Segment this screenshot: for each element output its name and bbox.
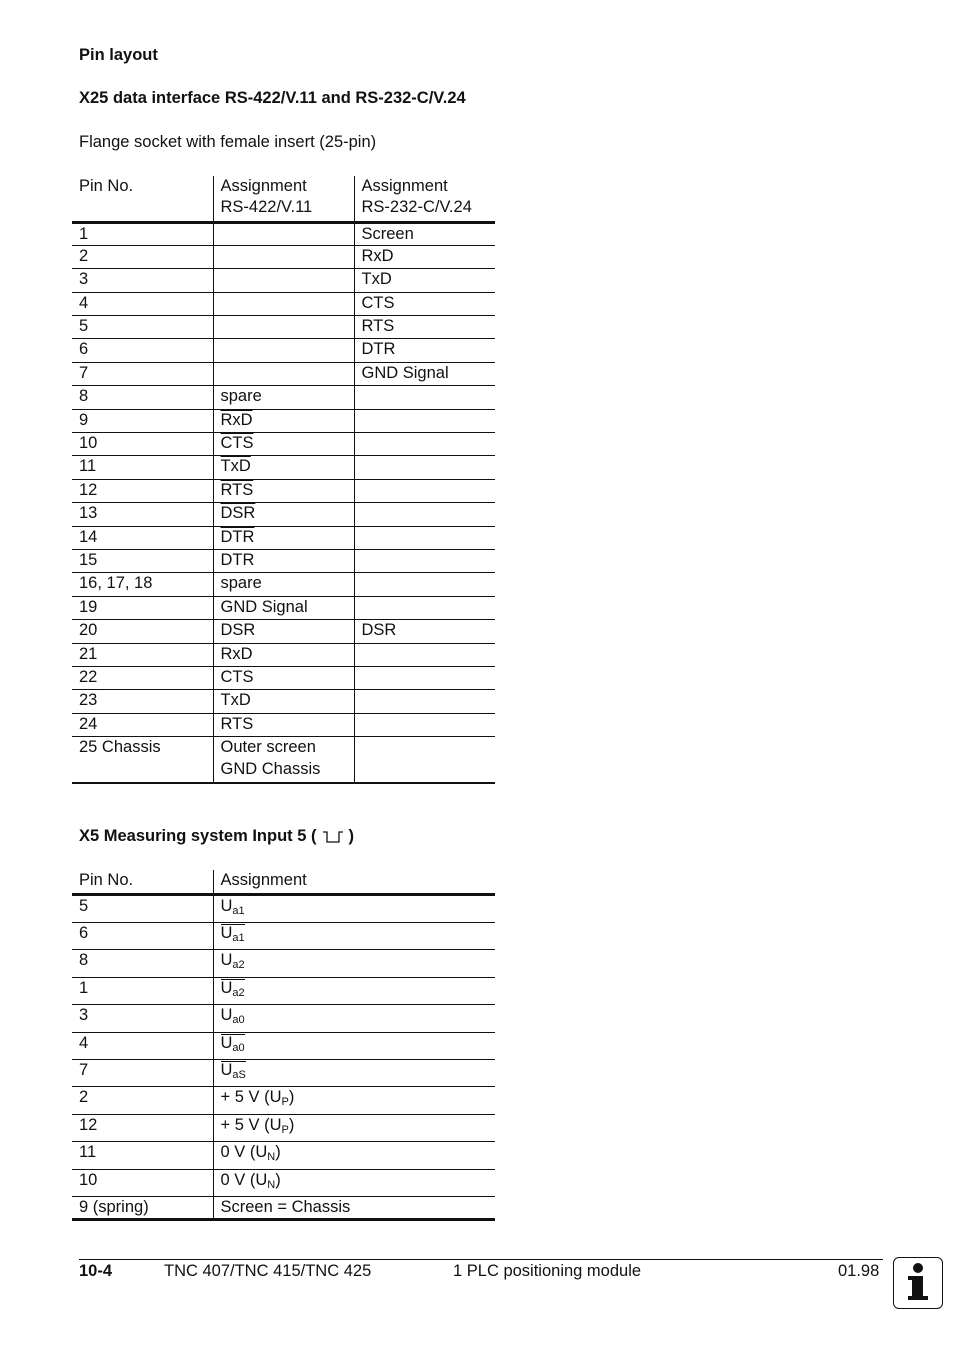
- assignment-cell: $U_{a1}$: [213, 922, 495, 949]
- rs422-cell: $\overline{RxD}$: [213, 409, 354, 432]
- rs422-cell: Outer screen GND Chassis: [213, 737, 354, 783]
- pin-cell: 8: [72, 950, 213, 977]
- pin-cell: 6: [72, 922, 213, 949]
- rs232-cell: RxD: [354, 245, 495, 268]
- pin-cell: 11: [72, 1142, 213, 1169]
- assignment-cell: $U_{a0}$: [213, 1005, 495, 1032]
- pin-cell: 5: [72, 894, 213, 922]
- table-row: [72, 922, 495, 949]
- rs232-cell: [354, 386, 495, 409]
- rs422-cell: DTR: [213, 549, 354, 572]
- info-icon: [893, 1257, 943, 1309]
- table-row: [72, 409, 495, 432]
- pin-cell: 2: [72, 245, 213, 268]
- rs422-cell: $\overline{DSR}$: [213, 503, 354, 526]
- assignment-cell: $U_{a2}$: [213, 977, 495, 1004]
- assignment-cell: + 5 V $(U_P)$: [213, 1114, 495, 1141]
- x5-header-assignment: Assignment: [213, 870, 495, 894]
- pin-cell: 4: [72, 1032, 213, 1059]
- table-row: [72, 620, 495, 643]
- rs422-cell: [213, 339, 354, 362]
- rs422-cell: TxD: [213, 690, 354, 713]
- pin-cell: 24: [72, 713, 213, 736]
- table-row: [72, 573, 495, 596]
- table-row: [72, 1169, 495, 1196]
- pin-cell: 9 (spring): [72, 1196, 213, 1219]
- pin-cell: 11: [72, 456, 213, 479]
- table-row: [72, 1087, 495, 1114]
- table-row: [72, 643, 495, 666]
- rs422-cell: spare: [213, 573, 354, 596]
- table-row: [72, 316, 495, 339]
- rs232-cell: [354, 433, 495, 456]
- section-title: Pin layout: [79, 46, 158, 64]
- pin-cell: 2: [72, 1087, 213, 1114]
- rs422-cell: [213, 245, 354, 268]
- pin-cell: 16, 17, 18: [72, 573, 213, 596]
- pin-cell: 9: [72, 409, 213, 432]
- pin-cell: 21: [72, 643, 213, 666]
- table-row: [72, 1114, 495, 1141]
- pin-cell: 1: [72, 977, 213, 1004]
- table-row: [72, 362, 495, 385]
- rs422-cell: DSR: [213, 620, 354, 643]
- table-row: [72, 894, 495, 922]
- table-row: [72, 526, 495, 549]
- rs422-cell: [213, 222, 354, 245]
- table-row: [72, 737, 495, 783]
- x5-header-row: [72, 870, 495, 894]
- pin-cell: 4: [72, 292, 213, 315]
- x25-header-rs232: Assignment RS-232-C/V.24: [354, 176, 495, 222]
- rs232-cell: [354, 526, 495, 549]
- assignment-cell: + 5 V $(U_P)$: [213, 1087, 495, 1114]
- table-row: [72, 977, 495, 1004]
- table-row: [72, 292, 495, 315]
- pin-cell: 7: [72, 362, 213, 385]
- pin-cell: 19: [72, 596, 213, 619]
- table-row: [72, 269, 495, 292]
- rs232-cell: CTS: [354, 292, 495, 315]
- pin-cell: 5: [72, 316, 213, 339]
- assignment-cell: 0 V $(U_N)$: [213, 1169, 495, 1196]
- rs232-cell: [354, 456, 495, 479]
- assignment-cell: 0 V $(U_N)$: [213, 1142, 495, 1169]
- table-row: [72, 456, 495, 479]
- footer-date: 01.98: [838, 1262, 880, 1280]
- pin-cell: 23: [72, 690, 213, 713]
- square-wave-icon: [322, 831, 344, 843]
- rs232-cell: [354, 737, 495, 783]
- table-row: [72, 479, 495, 502]
- x25-header-row: [72, 176, 495, 222]
- table-row: [72, 1059, 495, 1086]
- rs422-cell: RxD: [213, 643, 354, 666]
- table-row: [72, 713, 495, 736]
- rs232-cell: RTS: [354, 316, 495, 339]
- rs422-cell: $\overline{RTS}$: [213, 479, 354, 502]
- table-row: [72, 339, 495, 362]
- pin-cell: 8: [72, 386, 213, 409]
- pin-cell: 3: [72, 269, 213, 292]
- rs232-cell: [354, 549, 495, 572]
- pin-cell: 6: [72, 339, 213, 362]
- pin-cell: 20: [72, 620, 213, 643]
- x25-pin-table: [72, 176, 495, 784]
- rs232-cell: [354, 713, 495, 736]
- pin-cell: 10: [72, 433, 213, 456]
- pin-cell: 3: [72, 1005, 213, 1032]
- rs422-cell: $\overline{DTR}$: [213, 526, 354, 549]
- rs422-cell: [213, 292, 354, 315]
- rs232-cell: [354, 573, 495, 596]
- rs232-cell: DTR: [354, 339, 495, 362]
- assignment-cell: Screen = Chassis: [213, 1196, 495, 1219]
- pin-cell: 12: [72, 479, 213, 502]
- rs232-cell: [354, 479, 495, 502]
- rs232-cell: [354, 409, 495, 432]
- rs232-cell: [354, 596, 495, 619]
- table-row: [72, 690, 495, 713]
- pin-cell: 1: [72, 222, 213, 245]
- rs232-cell: Screen: [354, 222, 495, 245]
- table-row: [72, 386, 495, 409]
- x25-title: X25 data interface RS-422/V.11 and RS-232-C/V.24: [79, 89, 466, 107]
- x25-header-rs422: Assignment RS-422/V.11: [213, 176, 354, 222]
- rs422-cell: RTS: [213, 713, 354, 736]
- x25-header-pin: Pin No.: [72, 176, 213, 222]
- rs232-cell: [354, 643, 495, 666]
- x5-header-pin: Pin No.: [72, 870, 213, 894]
- assignment-cell: $U_{a2}$: [213, 950, 495, 977]
- pin-cell: 15: [72, 549, 213, 572]
- rs232-cell: [354, 690, 495, 713]
- x5-title-suffix: ): [348, 827, 354, 845]
- assignment-cell: $U_{a1}$: [213, 894, 495, 922]
- table-row: [72, 433, 495, 456]
- page-number: 10-4: [79, 1262, 113, 1280]
- table-row: [72, 596, 495, 619]
- pin-cell: 13: [72, 503, 213, 526]
- table-row: [72, 1005, 495, 1032]
- pin-cell: 22: [72, 666, 213, 689]
- table-row: [72, 222, 495, 245]
- rs232-cell: GND Signal: [354, 362, 495, 385]
- rs232-cell: [354, 666, 495, 689]
- table-row: [72, 950, 495, 977]
- pin-cell: 12: [72, 1114, 213, 1141]
- rs232-cell: [354, 503, 495, 526]
- footer-product: TNC 407/TNC 415/TNC 425: [164, 1262, 372, 1280]
- table-row: [72, 1032, 495, 1059]
- pin-cell: 25 Chassis: [72, 737, 213, 783]
- table-row: [72, 1142, 495, 1169]
- rs422-cell: [213, 269, 354, 292]
- rs422-cell: [213, 362, 354, 385]
- rs422-cell: [213, 316, 354, 339]
- footer-chapter: 1 PLC positioning module: [453, 1262, 642, 1280]
- x5-title: [79, 827, 354, 846]
- pin-cell: 14: [72, 526, 213, 549]
- rs232-cell: TxD: [354, 269, 495, 292]
- table-row: [72, 666, 495, 689]
- rs422-cell: spare: [213, 386, 354, 409]
- rs422-cell: CTS: [213, 666, 354, 689]
- table-row: [72, 245, 495, 268]
- pin-cell: 7: [72, 1059, 213, 1086]
- x5-pin-table: [72, 870, 495, 1221]
- assignment-cell: $U_{aS}$: [213, 1059, 495, 1086]
- assignment-cell: $U_{a0}$: [213, 1032, 495, 1059]
- rs232-cell: DSR: [354, 620, 495, 643]
- rs422-cell: GND Signal: [213, 596, 354, 619]
- footer-rule: [79, 1259, 883, 1260]
- x25-subtitle: Flange socket with female insert (25-pin): [79, 133, 377, 151]
- x5-title-text: X5 Measuring system Input 5 (: [79, 827, 317, 845]
- table-row: [72, 549, 495, 572]
- table-row: [72, 503, 495, 526]
- rs422-cell: $\overline{TxD}$: [213, 456, 354, 479]
- rs422-cell: $\overline{CTS}$: [213, 433, 354, 456]
- pin-cell: 10: [72, 1169, 213, 1196]
- table-row: [72, 1196, 495, 1219]
